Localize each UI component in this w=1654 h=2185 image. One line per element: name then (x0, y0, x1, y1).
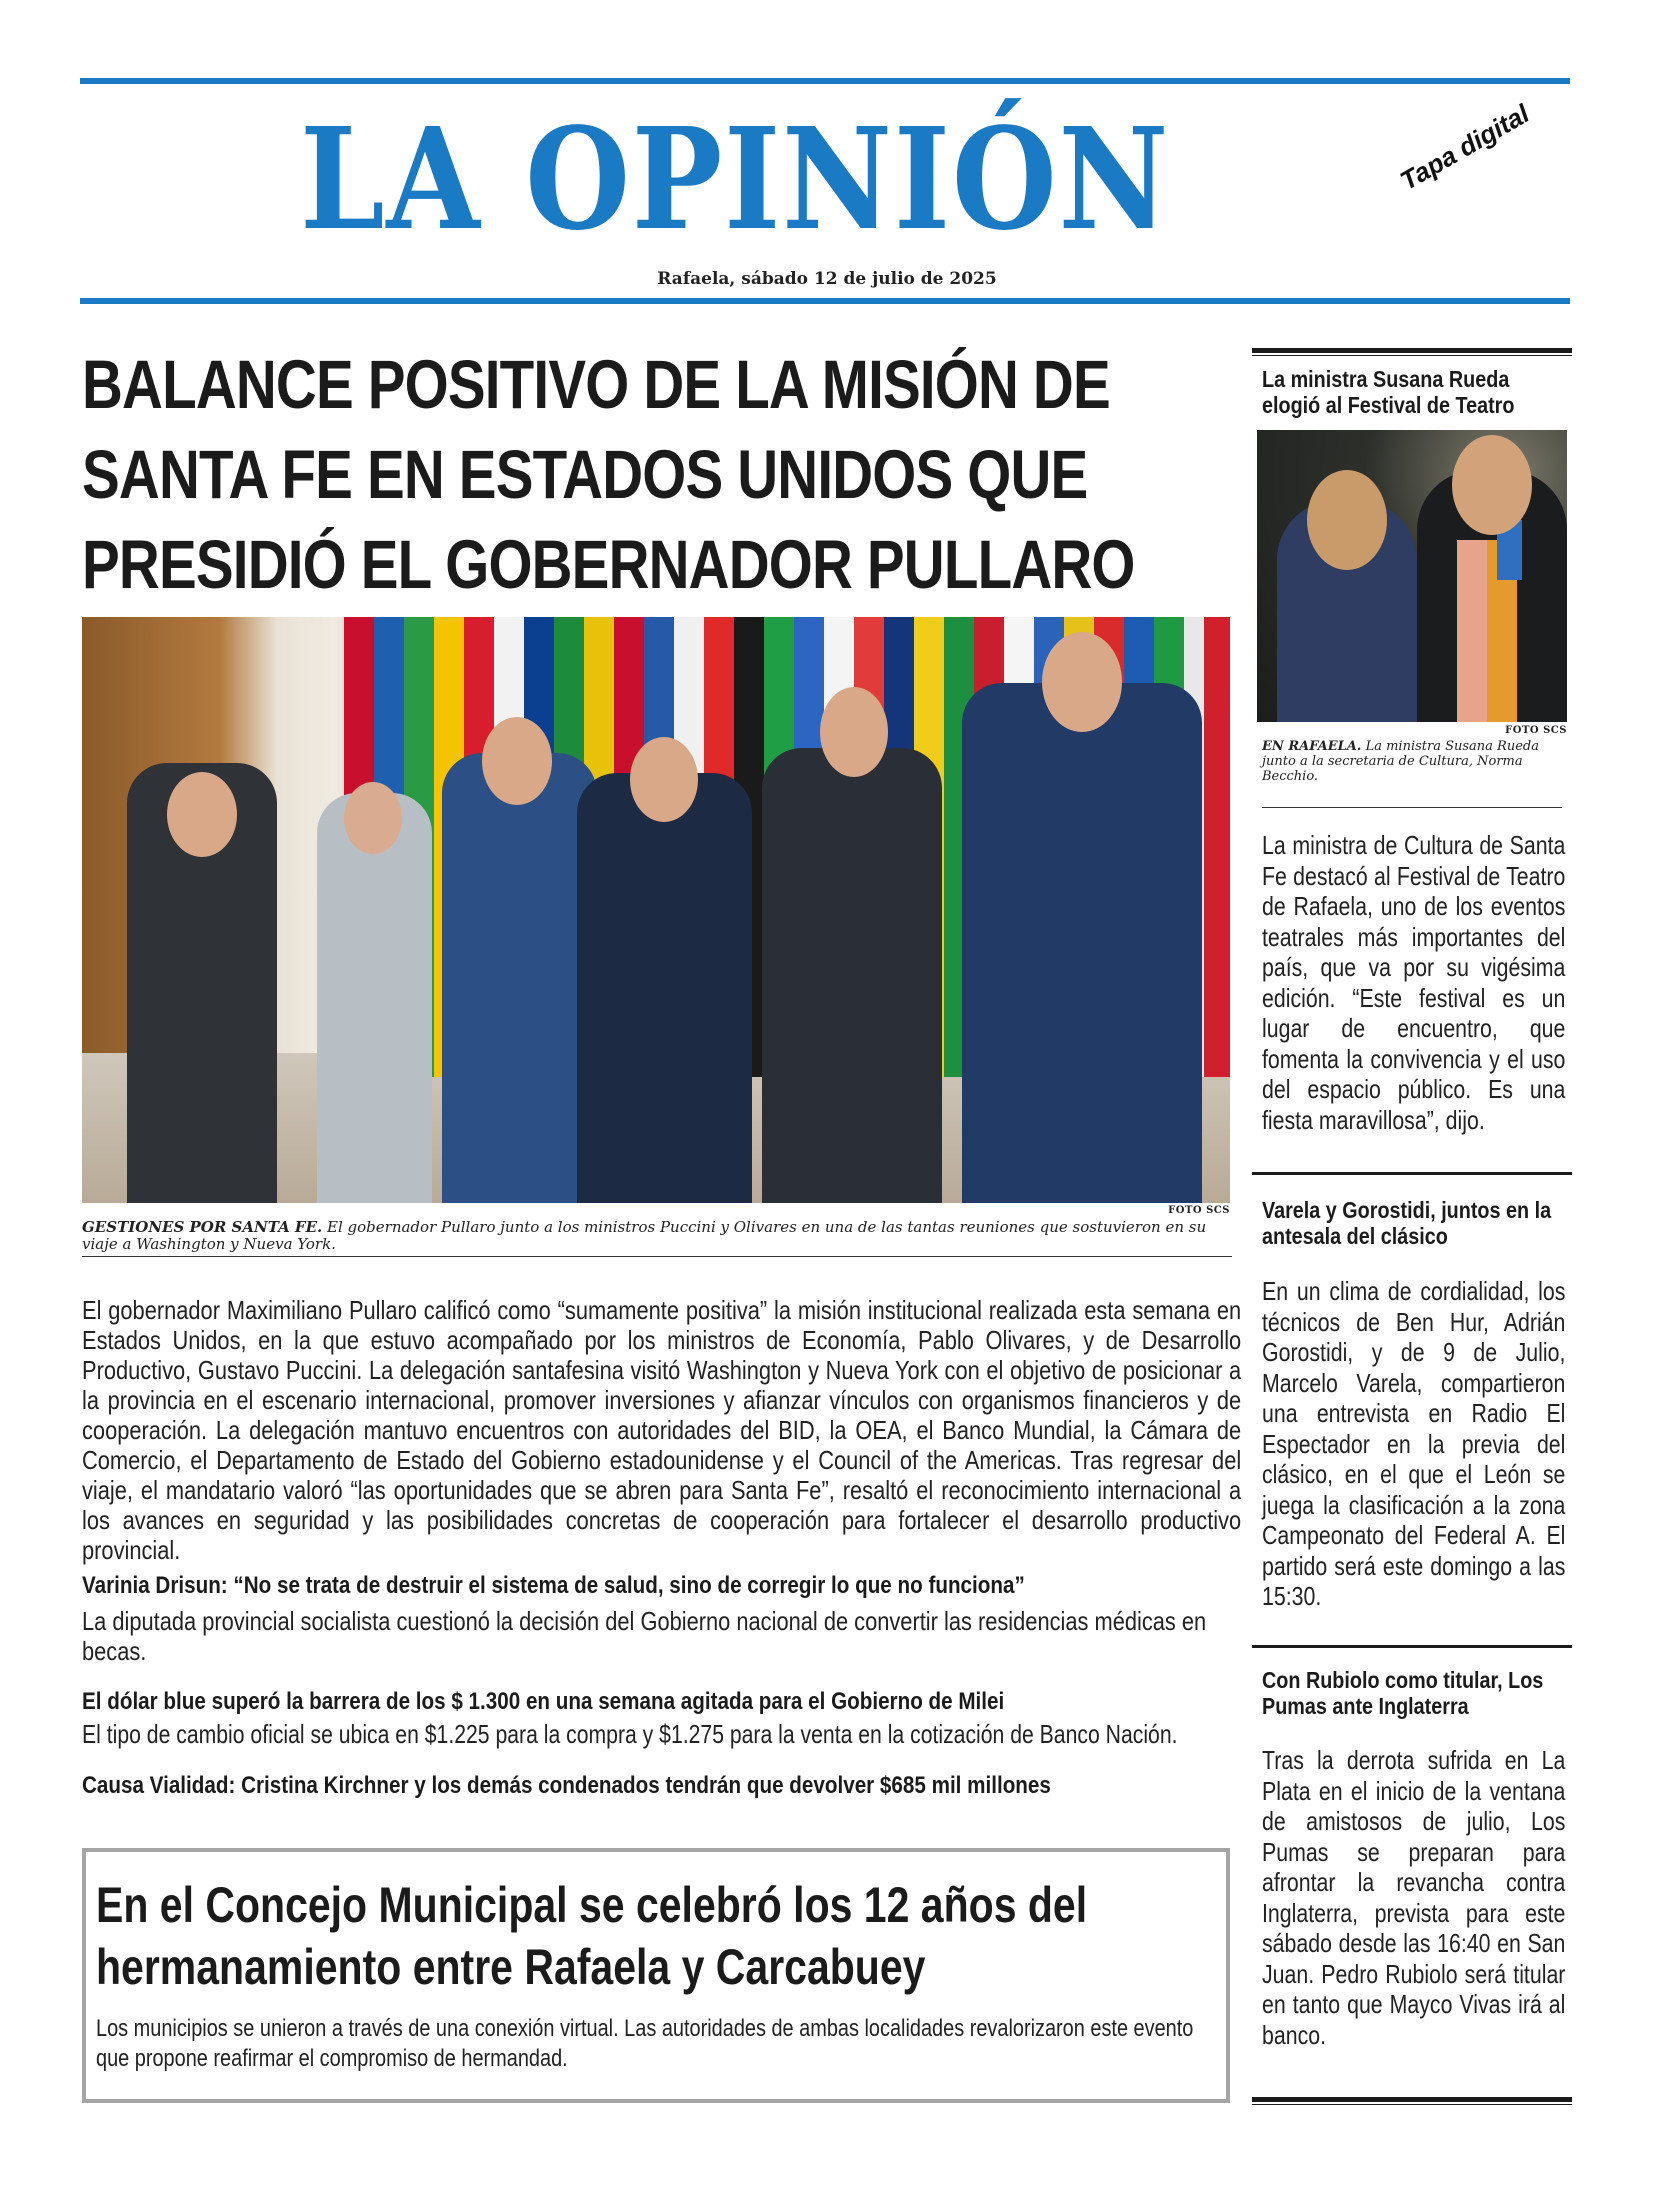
person-head (344, 782, 402, 854)
rule-thick (1252, 2097, 1572, 2102)
sidebar-photo (1257, 430, 1567, 722)
flag (1204, 617, 1230, 1077)
brief-text: El tipo de cambio oficial se ubica en $1.225 para la compra y $1.275 para la venta en la cotización de Banco Nación. (82, 1719, 1178, 1749)
brief-title[interactable]: Varinia Drisun: “No se trata de destruir el sistema de salud, sino de corregir lo que no funciona” (82, 1572, 1025, 1599)
main-photo-credit: FOTO SCS (1168, 1205, 1230, 1216)
sidebar-story-title[interactable]: Con Rubiolo como titular, Los Pumas ante Inglaterra (1262, 1667, 1544, 1719)
sidebar-bottom-rule (1252, 2097, 1572, 2105)
person (962, 683, 1202, 1203)
caption-lead: EN RAFAELA. (1262, 739, 1362, 754)
sidebar-story-title[interactable]: La ministra Susana Rueda elogió al Festival de Teatro (1262, 366, 1515, 418)
caption-text: El gobernador Pullaro junto a los ministros Puccini y Olivares en una de las tantas reuniones que sostuvieron en su viaje a Washington y Nueva York. (82, 1218, 1207, 1253)
edition-tag: Tapa digital (1395, 98, 1535, 196)
person-head (1307, 470, 1387, 570)
brief-text: La diputada provincial socialista cuestionó la decisión del Gobierno nacional de convertir las residencias médicas en becas. (82, 1606, 1207, 1666)
brief-title[interactable]: Causa Vialidad: Cristina Kirchner y los demás condenados tendrán que devolver $685 mil millones (82, 1772, 1051, 1799)
caption-rule (1262, 807, 1562, 808)
caption-lead: GESTIONES POR SANTA FE. (82, 1218, 323, 1236)
person-head (167, 772, 237, 857)
brief-title[interactable]: El dólar blue superó la barrera de los $ 1.300 en una semana agitada para el Gobierno de Milei (82, 1688, 1005, 1715)
dateline: Rafaela, sábado 12 de julio de 2025 (657, 269, 997, 289)
person (762, 748, 942, 1203)
caption-text: La ministra Susana Rueda junto a la secretaria de Cultura, Norma Becchio. (1262, 739, 1539, 784)
person-head (820, 687, 888, 777)
boxed-story-text: Los municipios se unieron a través de una conexión virtual. Las autoridades de ambas localidades revalorizaron este evento que propone reafirmar el compromiso de hermandad. (96, 2015, 1194, 2072)
sidebar-story-text: En un clima de cordialidad, los técnicos de Ben Hur, Adrián Gorostidi, y de 9 de Julio, Marcelo Varela, compartieron una entrevista en Radio El Espectador en la previa del clásico, en el que el León se juega la clasificación a la zona Campeonato del Federal A. El partido será este domingo a las 15:30. (1262, 1276, 1566, 1611)
masthead-bottom-rule (80, 298, 1570, 304)
rule-thin (1252, 2104, 1572, 2105)
sidebar-top-rule (1252, 348, 1572, 356)
boxed-story (82, 1848, 1230, 2103)
person (317, 793, 432, 1203)
main-photo (82, 617, 1230, 1203)
sidebar-story-text: Tras la derrota sufrida en La Plata en el inicio de la ventana de amistosos de julio, Los Pumas se preparan para afrontar la revancha contra Inglaterra, prevista para este sábado desde las 16:40 en San Juan. Pedro Rubiolo será titular en tanto que Mayco Vivas irá al banco. (1262, 1745, 1566, 2050)
rule-thick (1252, 348, 1572, 353)
sidebar-photo-caption (1262, 739, 1562, 784)
sidebar-story-text: La ministra de Cultura de Santa Fe destacó al Festival de Teatro de Rafaela, uno de los eventos teatrales más importantes del país, que va por su vigésima edición. “Este festival es un lugar de encuentro, que fomenta la convivencia y el uso del espacio público. Es una fiesta maravillosa”, dijo. (1262, 830, 1566, 1135)
person-head (630, 737, 698, 822)
sidebar-photo-credit: FOTO SCS (1505, 725, 1567, 736)
person (577, 773, 752, 1203)
newspaper-logo[interactable]: LA OPINIÓN (300, 98, 1171, 260)
person-head (1042, 632, 1122, 732)
main-headline[interactable]: BALANCE POSITIVO DE LA MISIÓN DE SANTA FE EN ESTADOS UNIDOS QUE PRESIDIÓ EL GOBERNADOR PULLARO (82, 346, 1135, 603)
masthead-top-rule (80, 78, 1570, 84)
rule-thin (1252, 355, 1572, 356)
main-story-body: El gobernador Maximiliano Pullaro calificó como “sumamente positiva” la misión institucional realizada esta semana en Estados Unidos, en la que estuvo acompañado por los ministros de Economía, Pablo Olivares, y de Desarrollo Productivo, Gustavo Puccini. La delegación santafesina visitó Washington y Nueva York con el objetivo de posicionar a la provincia en el escenario internacional, promover inversiones y afianzar vínculos con organismos financieros y de cooperación. La delegación mantuvo encuentros con autoridades del BID, la OEA, el Banco Mundial, la Cámara de Comercio, el Departamento de Estado del Gobierno estadounidense y el Council of the Americas. Tras regresar del viaje, el mandatario valoró “las oportunidades que se abren para Santa Fe”, resaltó el reconocimiento internacional a los avances en seguridad y las posibilidades concretas de cooperación para fortalecer el desarrollo productivo provincial. (82, 1295, 1242, 1565)
person-head (1452, 435, 1532, 535)
main-photo-caption (82, 1219, 1232, 1257)
person-head (482, 717, 552, 805)
sidebar-story-title[interactable]: Varela y Gorostidi, juntos en la antesala del clásico (1262, 1197, 1552, 1249)
person (442, 753, 597, 1203)
boxed-story-title[interactable]: En el Concejo Municipal se celebró los 12 años del hermanamiento entre Rafaela y Carcabuey (96, 1877, 1088, 1995)
sidebar-divider (1252, 1645, 1572, 1648)
masthead (0, 95, 1654, 260)
scarf (1457, 540, 1487, 722)
sidebar-divider (1252, 1172, 1572, 1175)
